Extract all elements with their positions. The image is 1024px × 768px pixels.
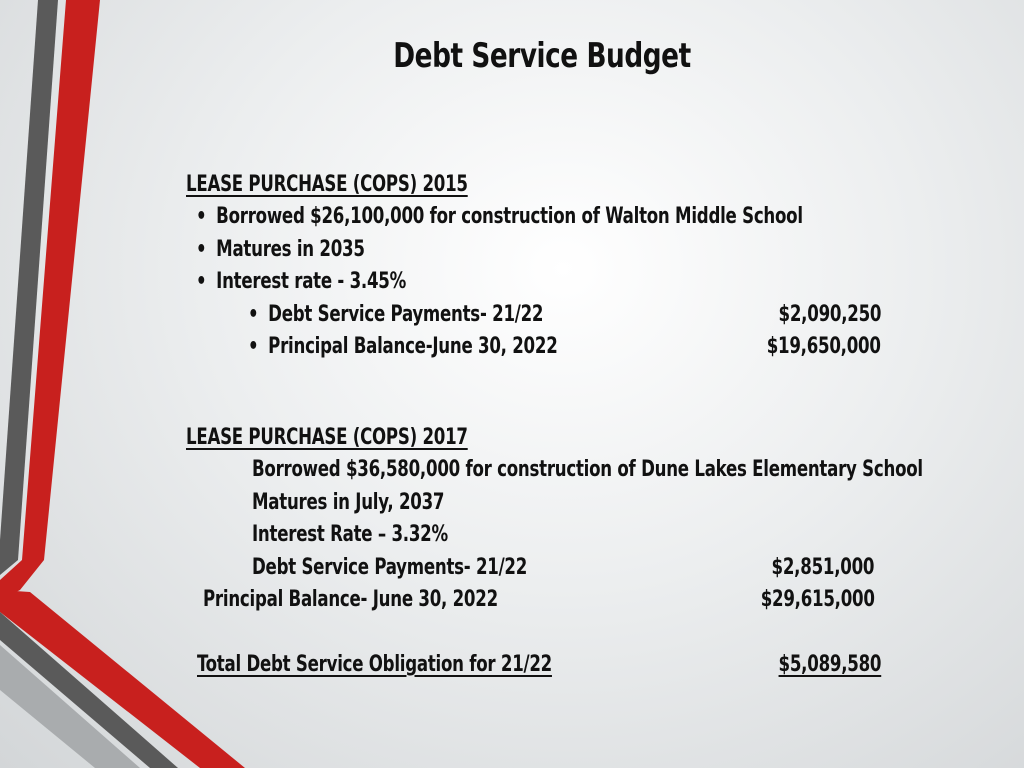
bullet-text: Borrowed $26,100,000 for construction of Walton Middle School [216, 204, 803, 229]
bullet-text: Matures in 2035 [216, 237, 365, 262]
section2-heading: LEASE PURCHASE (COPS) 2017 [186, 425, 468, 450]
section2-payments-amount: $2,851,000 [771, 555, 874, 580]
bullet-dot: • [196, 204, 207, 229]
bullet-dot: • [196, 237, 207, 262]
section2-line-1: Borrowed $36,580,000 for construction of Dune Lakes Elementary School [252, 457, 923, 482]
section2-principal-label: Principal Balance- June 30, 2022 [203, 587, 498, 612]
bullet-text: Interest rate - 3.45% [216, 269, 407, 294]
section1-sub-item-1-amount: $2,090,250 [778, 302, 881, 327]
total-amount: $5,089,580 [778, 652, 881, 677]
section1-bullet-3 [196, 269, 406, 294]
section2-line-3: Interest Rate – 3.32% [252, 522, 448, 547]
slide-title: Debt Service Budget [393, 36, 691, 76]
section1-sub-item-2 [248, 334, 558, 359]
section1-bullet-1 [196, 204, 803, 229]
section1-bullet-2 [196, 237, 365, 262]
bullet-dot: • [248, 302, 259, 327]
sub-item-label: Principal Balance-June 30, 2022 [268, 334, 558, 359]
bullet-dot: • [196, 269, 207, 294]
section2-principal-amount: $29,615,000 [761, 587, 875, 612]
section1-heading: LEASE PURCHASE (COPS) 2015 [186, 172, 468, 197]
section1-sub-item-2-amount: $19,650,000 [767, 334, 881, 359]
section2-line-2: Matures in July, 2037 [252, 490, 445, 515]
section1-sub-item-1 [248, 302, 543, 327]
section2-payments-label: Debt Service Payments- 21/22 [252, 555, 528, 580]
total-label: Total Debt Service Obligation for 21/22 [197, 652, 552, 677]
bullet-dot: • [248, 334, 259, 359]
sub-item-label: Debt Service Payments- 21/22 [268, 302, 544, 327]
